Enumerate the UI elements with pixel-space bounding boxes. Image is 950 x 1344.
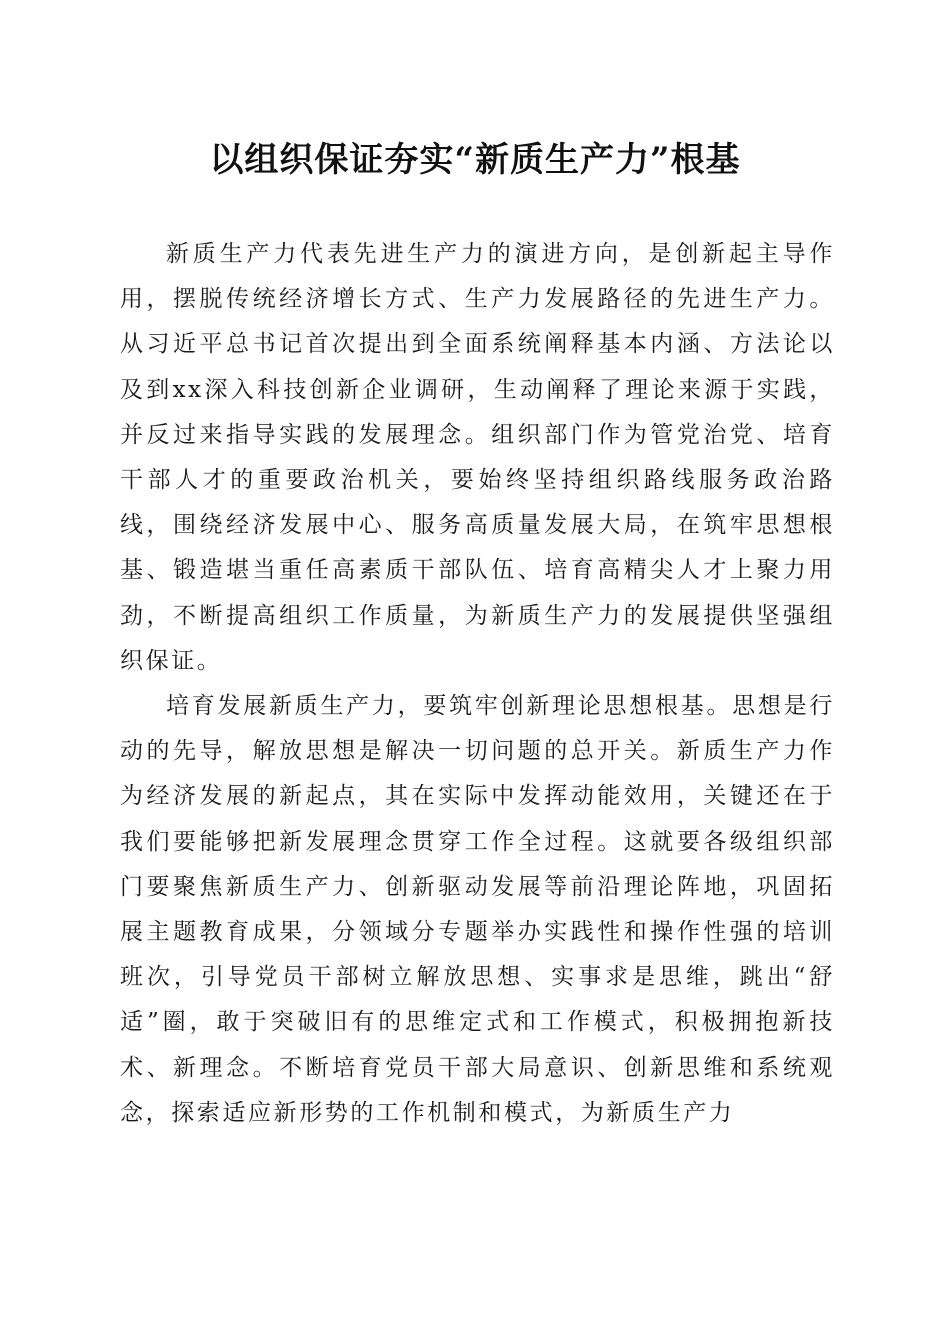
document-body bbox=[120, 232, 835, 1136]
paragraph-2: 培育发展新质生产力，要筑牢创新理论思想根基。思想是行动的先导，解放思想是解决一切问题的总开关。新质生产力作为经济发展的新起点，其在实际中发挥动能效用，关键还在于我们要能够把新发展理念贯穿工作全过程。这就要各级组织部门要聚焦新质生产力、创新驱动发展等前沿理论阵地，巩固拓展主题教育成果，分领域分专题举办实践性和操作性强的培训班次，引导党员干部树立解放思想、实事求是思维，跳出“舒适”圈，敢于突破旧有的思维定式和工作模式，积极拥抱新技术、新理念。不断培育党员干部大局意识、创新思维和系统观念，探索适应新形势的工作机制和模式，为新质生产力 bbox=[120, 693, 835, 1126]
paragraph-1: 新质生产力代表先进生产力的演进方向，是创新起主导作用，摆脱传统经济增长方式、生产力发展路径的先进生产力。从习近平总书记首次提出到全面系统阐释基本内涵、方法论以及到xx深入科技创新企业调研，生动阐释了理论来源于实践，并反过来指导实践的发展理念。组织部门作为管党治党、培育干部人才的重要政治机关，要始终坚持组织路线服务政治路线，围绕经济发展中心、服务高质量发展大局，在筑牢思想根基、锻造堪当重任高素质干部队伍、培育高精尖人才上聚力用劲，不断提高组织工作质量，为新质生产力的发展提供坚强组织保证。 bbox=[120, 241, 835, 674]
document-title: 以组织保证夯实“新质生产力”根基 bbox=[209, 140, 741, 180]
